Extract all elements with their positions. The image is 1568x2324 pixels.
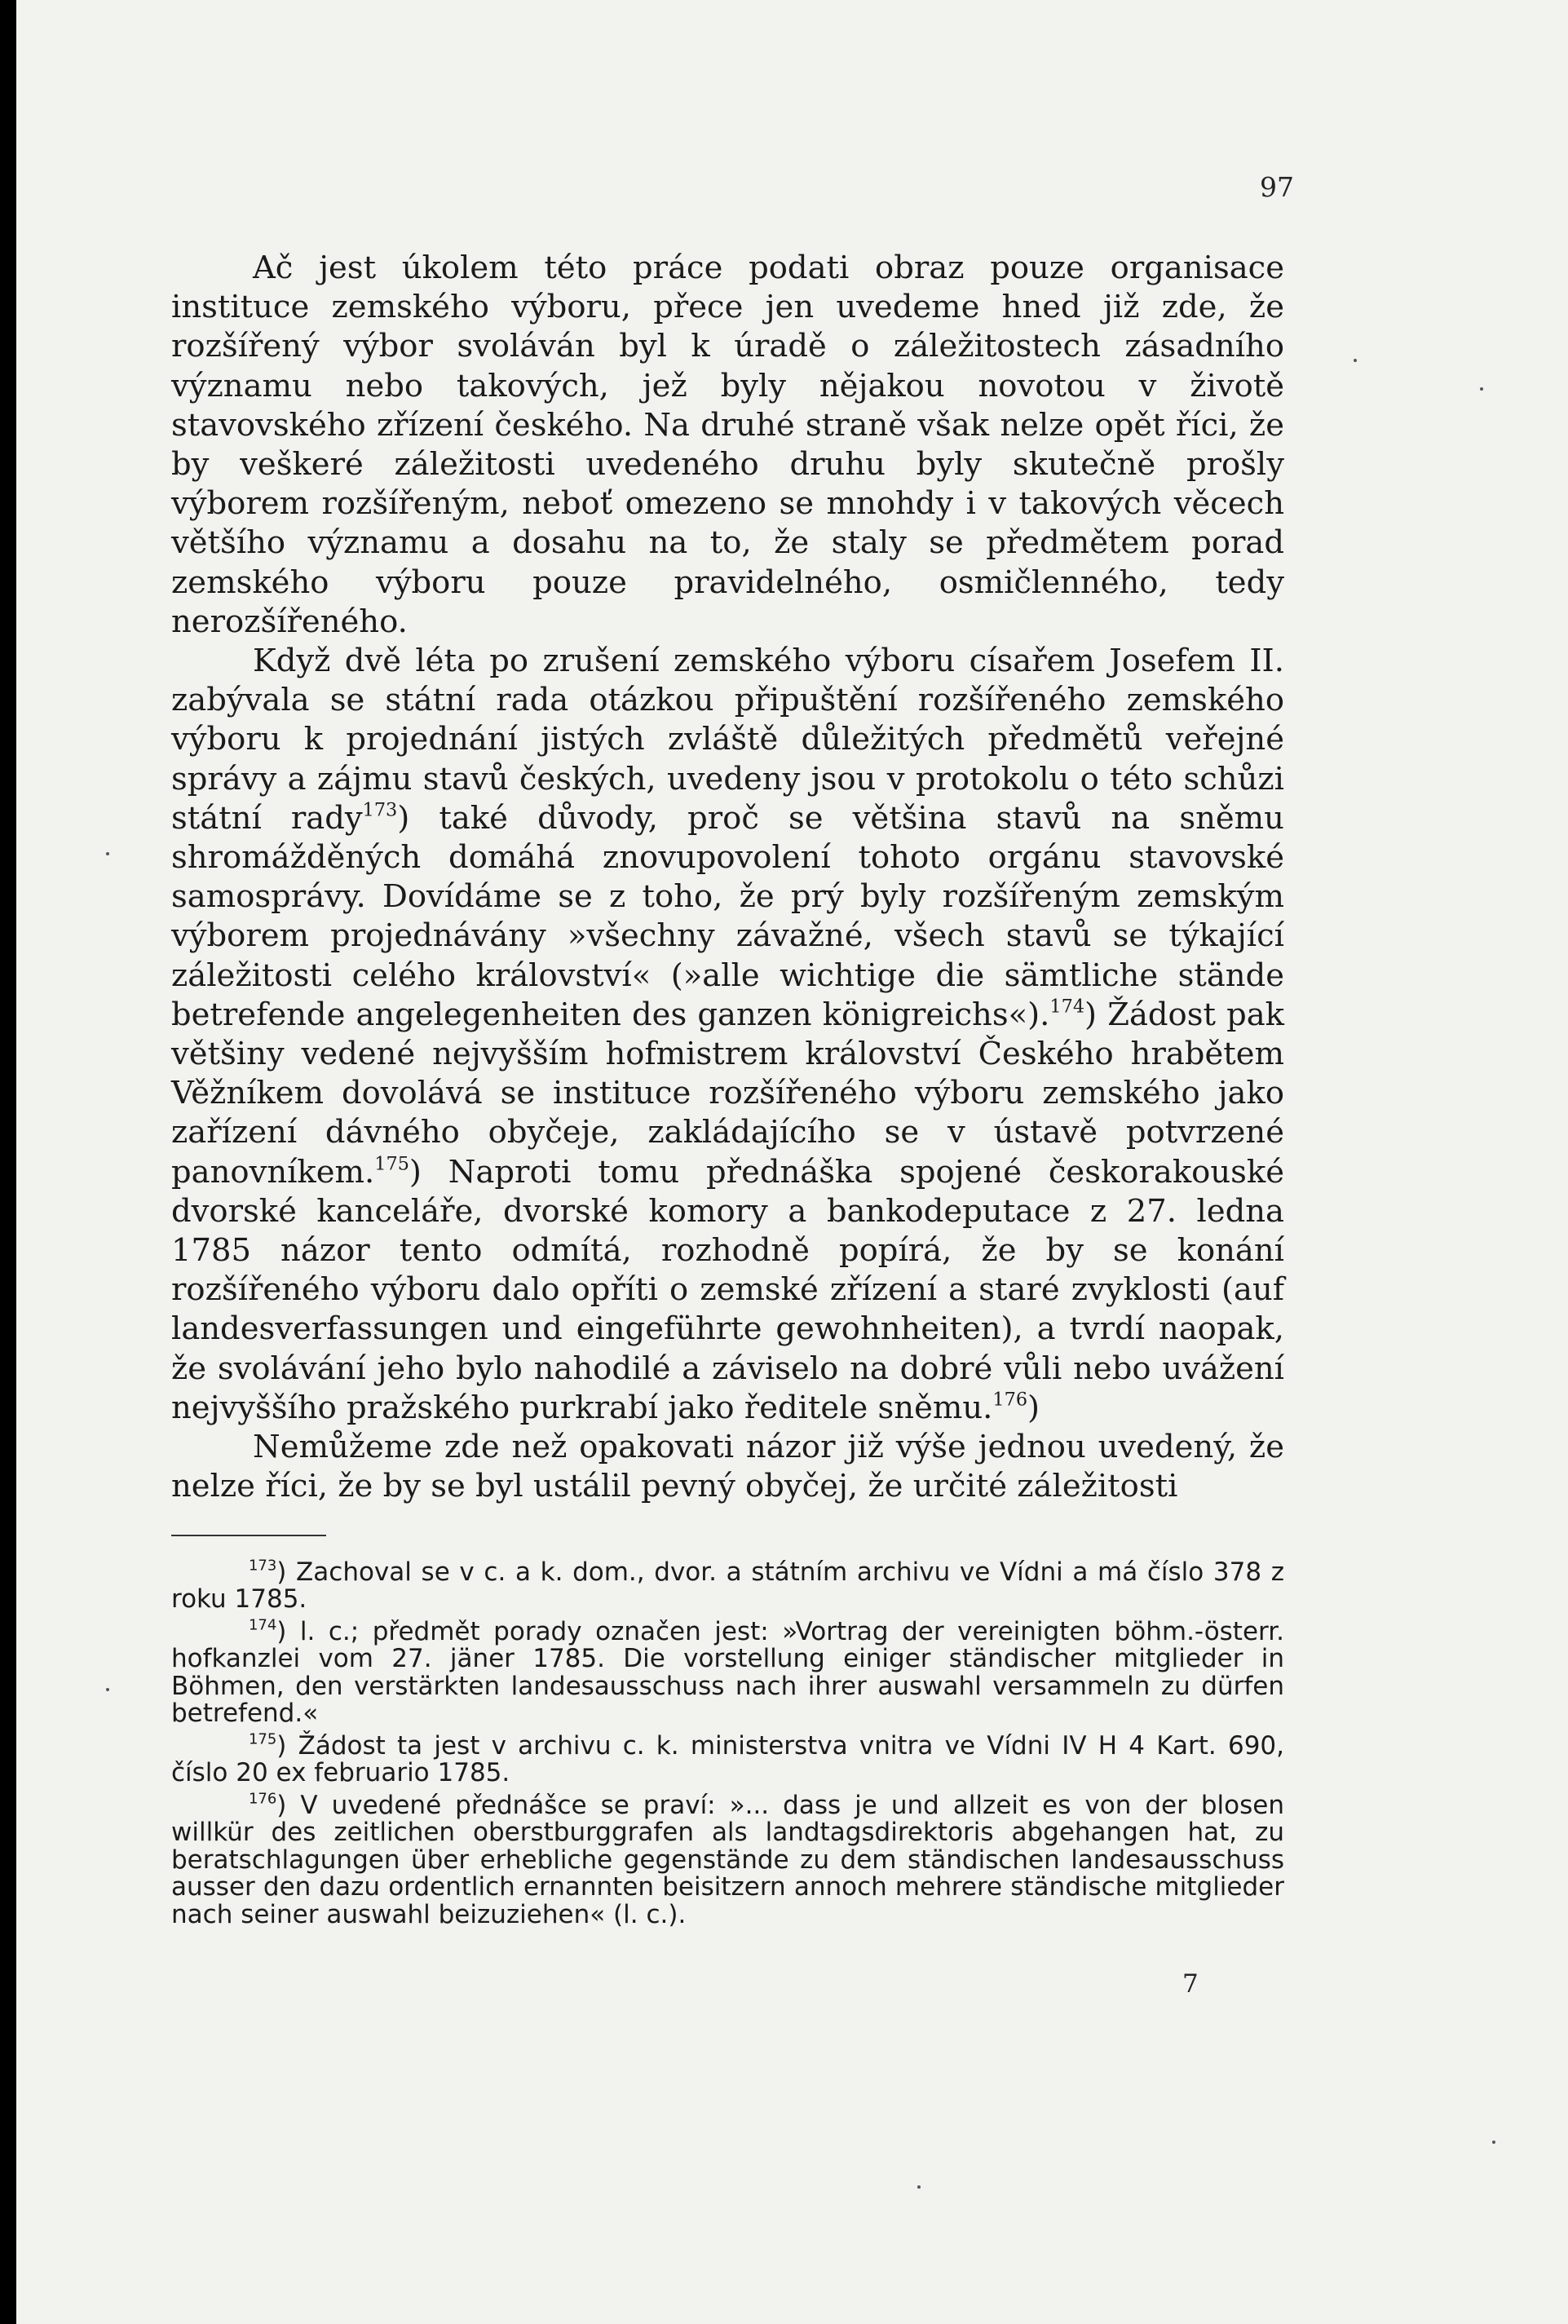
footnote [171,1789,1284,1929]
paragraph [171,642,1284,1428]
footnote-ref: 175 [374,1153,409,1175]
footnote-text: ) Zachoval se v c. a k. dom., dvor. a státním archivu ve Vídni a má číslo 378 z roku 1785. [171,1557,1284,1614]
scan-speck [1492,2141,1495,2144]
paragraph-text: ) [1027,1389,1040,1426]
footnotes [171,1556,1284,1929]
scan-speck [1354,359,1357,362]
paragraph: Ač jest úkolem této práce podati obraz pouze organisace instituce zemského výboru, přece jen uvedeme hned již zde, že rozšířený výbor svoláván byl k úradě o záležitostech zásadního významu nebo takových, jež byly nějakou novotou v životě stavovského zřízení českého. Na druhé straně však nelze opět říci, že by veškeré záležitosti uvedeného druhu byly skutečně prošly výborem rozšířeným, neboť omezeno se mnohdy i v takových věcech většího významu a dosahu na to, že staly se předmětem porad zemského výboru pouze pravidelného, osmičlenného, tedy nerozšířeného. [171,250,1284,640]
footnote-number: 175 [249,1730,277,1747]
footnote-number: 173 [249,1556,277,1574]
footnote [171,1556,1284,1614]
paragraph-text: ) také důvody, proč se většina stavů na sněmu shromážděných domáhá znovupovolení tohoto orgánu stavovské samosprávy. Dovídáme se z toho, že prý byly rozšířeným zemským výborem projednávány »všechny závažné, všech stavů se týkající záležitosti celého království« (»alle wichtige die sämtliche stände betrefende angelegenheiten des ganzen königreichs«). [171,799,1284,1033]
scan-speck [106,852,109,855]
signature-mark: 7 [1182,1969,1199,1999]
paragraph-text: ) Žádost pak většiny vedené nejvyšším hofmistrem království Českého hrabětem Věžníkem dovolává se instituce rozšířeného výboru zemského jako zařízení dávného obyčeje, zakládajícího se v ústavě potvrzené panovníkem. [171,996,1284,1191]
paragraph: Nemůžeme zde než opakovati názor již výše jednou uvedený, že nelze říci, že by se byl ustálil pevný obyčej, že určité záležitosti [171,1429,1284,1505]
paragraph-text: ) Naproti tomu přednáška spojené českorakouské dvorské kanceláře, dvorské komory a bankodeputace z 27. ledna 1785 názor tento odmítá, rozhodně popírá, že by se konání rozšířeného výboru dalo opříti o zemské zřízení a staré zvyklosti (auf landesverfassungen und eingeführte gewohnheiten), a tvrdí naopak, že svolávání jeho bylo nahodilé a záviselo na dobré vůli nebo uvážení nejvyššího pražského purkrabí jako ředitele sněmu. [171,1153,1284,1426]
scan-speck [917,2185,921,2189]
footnote-ref: 174 [1049,996,1085,1018]
page-number: 97 [1260,171,1294,203]
footnote-text: ) l. c.; předmět porady označen jest: »Vortrag der vereinigten böhm.-österr. hofkanzlei vom 27. jäner 1785. Die vorstellung einiger ständischer mitglieder in Böhmen, den verstärkten landesausschuss nach ihrer auswahl versammeln zu dürfen betrefend.« [171,1616,1284,1728]
footnote-ref: 173 [362,799,398,821]
book-page [16,0,1568,2324]
footnote-ref: 176 [992,1389,1028,1411]
footnote [171,1730,1284,1787]
footnote [171,1615,1284,1728]
footnote-number: 176 [249,1789,277,1807]
footnote-number: 174 [249,1615,277,1633]
footnote-text: ) V uvedené přednášce se praví: »... dass je und allzeit es von der blosen willkür des zeitlichen oberstburggrafen als landtagsdirektoris abgehangen hat, zu beratschlagungen über erhebliche gegenstände zu dem ständischen landesausschuss ausser den dazu ordentlich ernannten beisitzern annoch mehrere ständische mitglieder nach seiner auswahl beizuziehen« (l. c.). [171,1790,1284,1929]
footnote-divider [171,1535,326,1536]
scan-speck [1480,387,1483,391]
footnote-text: ) Žádost ta jest v archivu c. k. ministerstva vnitra ve Vídni IV H 4 Kart. 690, číslo 20 ex februario 1785. [171,1730,1284,1787]
paragraph-text: Když dvě léta po zrušení zemského výboru císařem Josefem II. zabývala se státní rada otázkou připuštění rozšířeného zemského výboru k projednání jistých zvláště důležitých předmětů veřejné správy a zájmu stavů českých, uvedeny jsou v protokolu o této schůzi státní rady [171,643,1284,837]
page-content [171,249,1284,1929]
scan-speck [106,1688,109,1691]
